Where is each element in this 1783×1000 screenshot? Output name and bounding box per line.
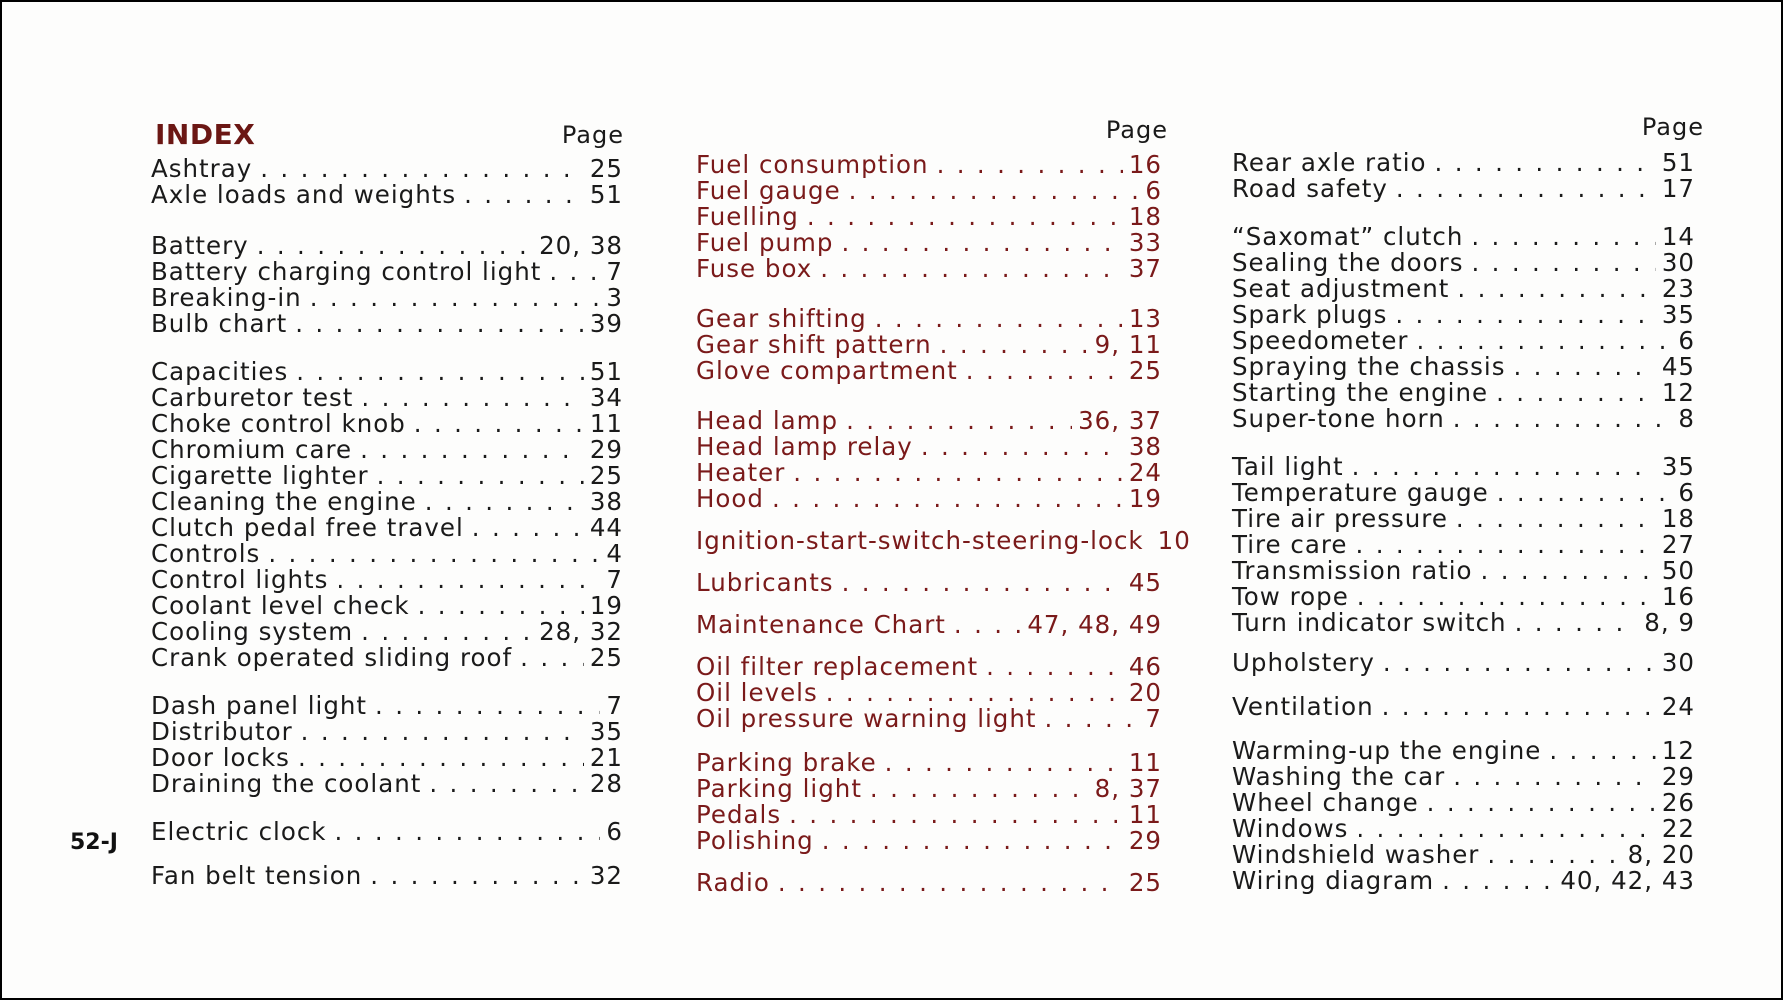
entry-label: Spraying the chassis <box>1232 352 1506 381</box>
entry-label: Windows <box>1232 814 1349 843</box>
index-entry <box>151 692 623 720</box>
entry-page-number: 24 <box>1661 692 1695 721</box>
entry-page-number: 39 <box>589 309 623 338</box>
column-3-page-header: Page <box>1641 113 1704 141</box>
index-entry <box>696 653 1162 681</box>
entry-page-number: 21 <box>589 743 623 772</box>
entry-page-number: 44 <box>589 513 623 542</box>
dot-leader <box>377 462 584 490</box>
entry-page-number: 30 <box>1661 248 1695 277</box>
entry-page-number: 29 <box>1128 826 1162 855</box>
dot-leader <box>849 177 1140 205</box>
entry-page-number: 9, 11 <box>1094 330 1162 359</box>
dot-leader <box>257 232 533 260</box>
dot-leader <box>1453 763 1656 791</box>
entry-label: Super-tone horn <box>1232 404 1445 433</box>
entry-label: Washing the car <box>1232 762 1446 791</box>
index-entry <box>1232 353 1695 381</box>
index-entry <box>151 155 623 183</box>
index-entry <box>151 462 623 490</box>
dot-leader <box>418 592 584 620</box>
dot-leader <box>1481 557 1656 585</box>
entry-page-number: 6 <box>1678 326 1695 355</box>
entry-label: Gear shift pattern <box>696 330 932 359</box>
dot-leader <box>520 644 584 672</box>
entry-label: Tow rope <box>1232 582 1349 611</box>
dot-leader <box>870 775 1089 803</box>
entry-page-number: 35 <box>589 717 623 746</box>
entry-label: Fuse box <box>696 254 813 283</box>
dot-leader <box>1382 693 1656 721</box>
index-entry <box>696 801 1162 829</box>
entry-page-number: 11 <box>589 409 623 438</box>
dot-leader <box>1356 531 1656 559</box>
dot-leader <box>361 384 583 412</box>
entry-label: Distributor <box>151 717 293 746</box>
dot-leader <box>549 258 600 286</box>
entry-label: Axle loads and weights <box>151 180 457 209</box>
index-entry <box>151 540 623 568</box>
entry-label: Clutch pedal free travel <box>151 513 464 542</box>
entry-page-number: 16 <box>1661 582 1695 611</box>
entry-page-number: 16 <box>1128 150 1162 179</box>
entry-label: Spark plugs <box>1232 300 1388 329</box>
dot-leader <box>1515 609 1639 637</box>
index-entry <box>696 305 1162 333</box>
entry-page-number: 46 <box>1128 652 1162 681</box>
dot-leader <box>841 229 1122 257</box>
entry-label: Upholstery <box>1232 648 1375 677</box>
entry-page-number: 45 <box>1661 352 1695 381</box>
dot-leader <box>954 611 1021 639</box>
dot-leader <box>301 718 584 746</box>
entry-page-number: 8, 20 <box>1627 840 1695 869</box>
index-entry <box>696 869 1162 897</box>
entry-page-number: 20, 38 <box>539 231 623 260</box>
index-entry <box>696 775 1162 803</box>
entry-page-number: 26 <box>1661 788 1695 817</box>
entry-label: Oil pressure warning light <box>696 704 1037 733</box>
entry-page-number: 40, 42, 43 <box>1560 866 1695 895</box>
index-entry <box>1232 693 1695 721</box>
entry-page-number: 23 <box>1661 274 1695 303</box>
entry-label: Road safety <box>1232 174 1388 203</box>
entry-page-number: 45 <box>1128 568 1162 597</box>
entry-label: Bulb chart <box>151 309 288 338</box>
index-entry <box>1232 531 1695 559</box>
index-entry <box>696 459 1162 487</box>
entry-page-number: 18 <box>1128 202 1162 231</box>
dot-leader <box>298 744 584 772</box>
index-entry <box>1232 867 1695 895</box>
index-entry <box>1232 557 1695 585</box>
entry-label: Windshield washer <box>1232 840 1480 869</box>
entry-label: Dash panel light <box>151 691 368 720</box>
dot-leader <box>937 151 1123 179</box>
entry-label: Fuel consumption <box>696 150 929 179</box>
index-entry <box>696 526 1191 555</box>
index-entry <box>696 357 1162 385</box>
entry-page-number: 25 <box>1128 868 1162 897</box>
index-entry <box>151 818 623 846</box>
entry-label: Speedometer <box>1232 326 1409 355</box>
entry-label: Controls <box>151 539 261 568</box>
entry-label: Polishing <box>696 826 814 855</box>
entry-label: Fuel gauge <box>696 176 841 205</box>
entry-page-number: 7 <box>606 565 623 594</box>
entry-page-number: 20 <box>1128 678 1162 707</box>
entry-page-number: 10 <box>1157 526 1191 555</box>
entry-page-number: 35 <box>1661 452 1695 481</box>
entry-label: Ventilation <box>1232 692 1374 721</box>
index-entry <box>696 331 1162 359</box>
dot-leader <box>268 540 600 568</box>
entry-page-number: 3 <box>606 283 623 312</box>
dot-leader <box>789 801 1123 829</box>
dot-leader <box>1435 149 1656 177</box>
dot-leader <box>296 358 584 386</box>
entry-page-number: 25 <box>589 154 623 183</box>
entry-page-number: 28 <box>589 769 623 798</box>
dot-leader <box>295 310 584 338</box>
index-entry <box>696 177 1162 205</box>
index-entry <box>1232 327 1695 355</box>
dot-leader <box>1513 353 1655 381</box>
index-entry <box>696 705 1162 733</box>
index-entry <box>151 181 623 209</box>
entry-label: Ashtray <box>151 154 253 183</box>
entry-page-number: 34 <box>589 383 623 412</box>
entry-page-number: 6 <box>606 817 623 846</box>
dot-leader <box>472 514 584 542</box>
entry-label: Tire care <box>1232 530 1348 559</box>
entry-label: Carburetor test <box>151 383 354 412</box>
dot-leader <box>1356 815 1655 843</box>
entry-label: Fuelling <box>696 202 799 231</box>
entry-page-number: 38 <box>1128 432 1162 461</box>
index-entry <box>151 310 623 338</box>
entry-page-number: 24 <box>1128 458 1162 487</box>
dot-leader <box>370 862 584 890</box>
entry-label: Head lamp <box>696 406 839 435</box>
entry-page-number: 32 <box>589 861 623 890</box>
entry-page-number: 51 <box>589 180 623 209</box>
entry-label: Lubricants <box>696 568 834 597</box>
entry-page-number: 7 <box>606 257 623 286</box>
entry-label: Ignition-start-switch-steering-lock <box>696 526 1144 555</box>
dot-leader <box>1395 301 1655 329</box>
entry-label: Head lamp relay <box>696 432 913 461</box>
entry-page-number: 8, 37 <box>1094 774 1162 803</box>
dot-leader <box>1442 867 1554 895</box>
index-entry <box>1232 175 1695 203</box>
dot-leader <box>1471 223 1655 251</box>
dot-leader <box>1457 275 1655 303</box>
dot-leader <box>986 653 1123 681</box>
index-entry <box>696 203 1162 231</box>
entry-label: Battery charging control light <box>151 257 542 286</box>
entry-label: Radio <box>696 868 770 897</box>
index-entry <box>151 410 623 438</box>
index-entry <box>151 232 623 260</box>
dot-leader <box>335 818 601 846</box>
entry-page-number: 38 <box>589 487 623 516</box>
entry-label: Parking light <box>696 774 862 803</box>
dot-leader <box>1383 649 1656 677</box>
entry-label: Parking brake <box>696 748 877 777</box>
dot-leader <box>1045 705 1140 733</box>
index-entry <box>696 827 1162 855</box>
entry-label: Glove compartment <box>696 356 958 385</box>
dot-leader <box>361 618 533 646</box>
entry-page-number: 25 <box>589 643 623 672</box>
dot-leader <box>778 869 1123 897</box>
index-entry <box>696 679 1162 707</box>
entry-label: Gear shifting <box>696 304 867 333</box>
entry-label: Maintenance Chart <box>696 610 946 639</box>
entry-label: Draining the coolant <box>151 769 422 798</box>
index-entry <box>151 744 623 772</box>
entry-label: Seat adjustment <box>1232 274 1450 303</box>
entry-label: Rear axle ratio <box>1232 148 1427 177</box>
dot-leader <box>1497 479 1673 507</box>
index-entry <box>696 255 1162 283</box>
index-entry <box>151 514 623 542</box>
entry-page-number: 17 <box>1661 174 1695 203</box>
dot-leader <box>846 407 1072 435</box>
dot-leader <box>940 331 1089 359</box>
entry-page-number: 51 <box>1661 148 1695 177</box>
entry-label: Electric clock <box>151 817 327 846</box>
dot-leader <box>425 488 584 516</box>
index-entry <box>1232 609 1695 637</box>
index-entry <box>1232 249 1695 277</box>
index-entry <box>696 407 1162 435</box>
index-entry <box>151 566 623 594</box>
index-entry <box>1232 789 1695 817</box>
entry-page-number: 35 <box>1661 300 1695 329</box>
entry-page-number: 7 <box>1145 704 1162 733</box>
index-entry <box>696 611 1162 639</box>
entry-label: Turn indicator switch <box>1232 608 1507 637</box>
index-entry <box>151 488 623 516</box>
index-entry <box>151 284 623 312</box>
entry-label: Sealing the doors <box>1232 248 1464 277</box>
entry-label: Hood <box>696 484 764 513</box>
dot-leader <box>842 569 1123 597</box>
entry-label: Breaking-in <box>151 283 302 312</box>
entry-label: Oil levels <box>696 678 818 707</box>
index-entry <box>1232 479 1695 507</box>
entry-label: Control lights <box>151 565 329 594</box>
dot-leader <box>414 410 584 438</box>
entry-page-number: 8, 9 <box>1644 608 1695 637</box>
index-entry <box>696 569 1162 597</box>
entry-page-number: 29 <box>589 435 623 464</box>
entry-label: Chromium care <box>151 435 353 464</box>
index-entry <box>1232 649 1695 677</box>
entry-page-number: 6 <box>1145 176 1162 205</box>
entry-page-number: 27 <box>1661 530 1695 559</box>
index-entry <box>1232 505 1695 533</box>
entry-page-number: 7 <box>606 691 623 720</box>
index-entry <box>1232 379 1695 407</box>
entry-page-number: 22 <box>1661 814 1695 843</box>
dot-leader <box>375 692 600 720</box>
entry-page-number: 14 <box>1661 222 1695 251</box>
dot-leader <box>464 181 584 209</box>
index-title: INDEX <box>155 118 256 151</box>
entry-label: Capacities <box>151 357 289 386</box>
entry-page-number: 33 <box>1128 228 1162 257</box>
dot-leader <box>336 566 600 594</box>
entry-label: Fan belt tension <box>151 861 363 890</box>
dot-leader <box>1357 583 1656 611</box>
entry-label: Wheel change <box>1232 788 1419 817</box>
entry-label: Wiring diagram <box>1232 866 1435 895</box>
dot-leader <box>885 749 1123 777</box>
entry-label: “Saxomat” clutch <box>1232 222 1464 251</box>
dot-leader <box>1352 453 1656 481</box>
index-entry <box>696 749 1162 777</box>
column-2-page-header: Page <box>1105 116 1168 144</box>
index-entry <box>151 358 623 386</box>
dot-leader <box>772 485 1123 513</box>
dot-leader <box>820 255 1123 283</box>
dot-leader <box>826 679 1123 707</box>
dot-leader <box>921 433 1123 461</box>
entry-label: Transmission ratio <box>1232 556 1473 585</box>
index-entry <box>151 592 623 620</box>
index-entry <box>1232 275 1695 303</box>
entry-page-number: 13 <box>1128 304 1162 333</box>
dot-leader <box>429 770 583 798</box>
index-entry <box>696 229 1162 257</box>
entry-page-number: 51 <box>589 357 623 386</box>
index-entry <box>151 718 623 746</box>
entry-page-number: 37 <box>1128 254 1162 283</box>
dot-leader <box>1427 789 1656 817</box>
index-entry <box>1232 583 1695 611</box>
dot-leader <box>807 203 1123 231</box>
index-entry <box>151 862 623 890</box>
entry-label: Cigarette lighter <box>151 461 369 490</box>
entry-page-number: 6 <box>1678 478 1695 507</box>
index-entry <box>1232 149 1695 177</box>
page-number: 52-J <box>70 830 118 855</box>
dot-leader <box>966 357 1123 385</box>
dot-leader <box>1487 841 1621 869</box>
entry-label: Fuel pump <box>696 228 834 257</box>
entry-label: Cleaning the engine <box>151 487 417 516</box>
index-entry <box>1232 737 1695 765</box>
index-entry <box>151 436 623 464</box>
dot-leader <box>1453 405 1673 433</box>
entry-page-number: 12 <box>1661 378 1695 407</box>
entry-label: Coolant level check <box>151 591 410 620</box>
dot-leader <box>793 459 1123 487</box>
entry-label: Battery <box>151 231 249 260</box>
entry-page-number: 8 <box>1678 404 1695 433</box>
index-entry <box>151 258 623 286</box>
entry-page-number: 29 <box>1661 762 1695 791</box>
entry-page-number: 11 <box>1128 748 1162 777</box>
entry-label: Pedals <box>696 800 782 829</box>
entry-label: Tail light <box>1232 452 1344 481</box>
dot-leader <box>822 827 1123 855</box>
index-entry <box>1232 223 1695 251</box>
entry-page-number: 47, 48, 49 <box>1027 610 1162 639</box>
entry-page-number: 30 <box>1661 648 1695 677</box>
index-entry <box>151 618 623 646</box>
dot-leader <box>310 284 601 312</box>
index-entry <box>151 770 623 798</box>
entry-label: Cooling system <box>151 617 354 646</box>
index-entry <box>696 485 1162 513</box>
entry-page-number: 19 <box>589 591 623 620</box>
index-entry <box>151 644 623 672</box>
index-entry <box>696 433 1162 461</box>
dot-leader <box>1496 379 1656 407</box>
entry-label: Temperature gauge <box>1232 478 1489 507</box>
entry-page-number: 12 <box>1661 736 1695 765</box>
dot-leader <box>260 155 584 183</box>
index-entry <box>1232 841 1695 869</box>
entry-label: Tire air pressure <box>1232 504 1448 533</box>
dot-leader <box>1456 505 1656 533</box>
dot-leader <box>1416 327 1672 355</box>
entry-label: Starting the engine <box>1232 378 1489 407</box>
index-entry <box>151 384 623 412</box>
index-entry <box>1232 763 1695 791</box>
entry-label: Door locks <box>151 743 290 772</box>
index-entry <box>1232 453 1695 481</box>
entry-page-number: 11 <box>1128 800 1162 829</box>
dot-leader <box>1396 175 1656 203</box>
dot-leader <box>1471 249 1655 277</box>
entry-page-number: 25 <box>1128 356 1162 385</box>
entry-label: Oil filter replacement <box>696 652 979 681</box>
entry-label: Warming-up the engine <box>1232 736 1542 765</box>
column-1-page-header: Page <box>561 121 624 149</box>
entry-label: Heater <box>696 458 786 487</box>
entry-page-number: 36, 37 <box>1078 406 1162 435</box>
entry-label: Crank operated sliding roof <box>151 643 513 672</box>
entry-page-number: 50 <box>1661 556 1695 585</box>
index-entry <box>1232 815 1695 843</box>
dot-leader <box>875 305 1123 333</box>
index-entry <box>1232 301 1695 329</box>
entry-page-number: 25 <box>589 461 623 490</box>
entry-page-number: 4 <box>606 539 623 568</box>
entry-label: Choke control knob <box>151 409 406 438</box>
index-entry <box>696 151 1162 179</box>
entry-page-number: 19 <box>1128 484 1162 513</box>
entry-page-number: 18 <box>1661 504 1695 533</box>
index-entry <box>1232 405 1695 433</box>
dot-leader <box>1549 737 1655 765</box>
dot-leader <box>360 436 584 464</box>
entry-page-number: 28, 32 <box>539 617 623 646</box>
